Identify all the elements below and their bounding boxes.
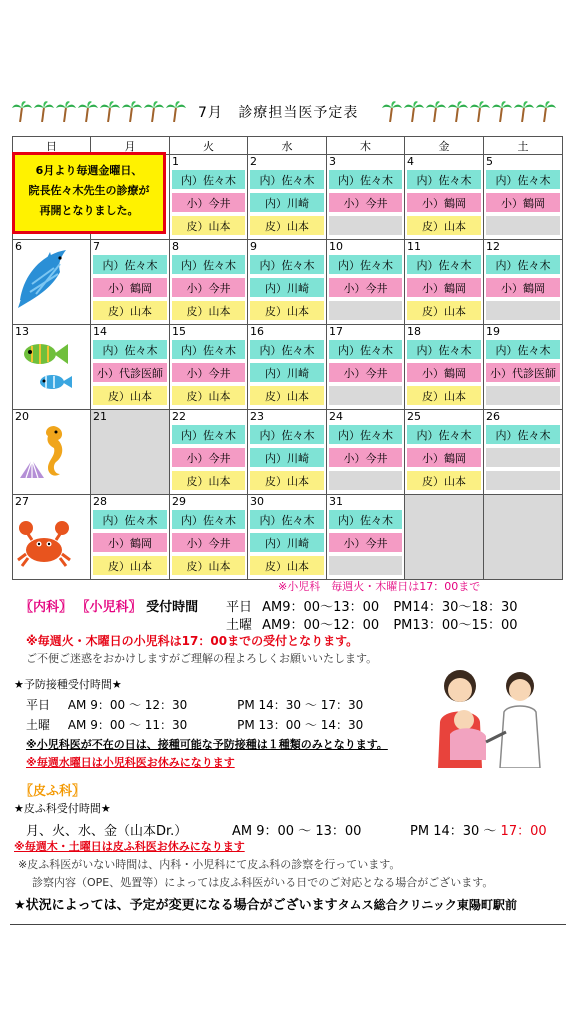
saturday-am-hours: AM9：00～12：00 — [262, 618, 380, 633]
day-cell — [248, 240, 327, 325]
day-number: 19 — [486, 325, 500, 338]
notice-line: 院長佐々木先生の診療が — [28, 184, 150, 197]
day-cell — [327, 495, 405, 580]
doctor-shift: 内）佐々木 — [406, 424, 482, 445]
doctor-shift: 内）佐々木 — [92, 254, 168, 275]
palm-tree-icon — [56, 100, 76, 122]
day-number: 1 — [172, 155, 179, 168]
palm-tree-icon — [122, 100, 142, 122]
doctor-shift: 小）鶴岡 — [406, 362, 482, 383]
day-cell — [170, 410, 248, 495]
divider — [10, 924, 566, 925]
doctor-shift: 内）佐々木 — [171, 509, 246, 530]
weekday-header: 土 — [484, 137, 563, 155]
vaccine-saturday-pm: PM 13：00 ～ 14：30 — [237, 718, 364, 732]
doctor-shift: 内）佐々木 — [406, 254, 482, 275]
doctor-shift: 皮）山本 — [92, 300, 168, 321]
doctor-shift — [328, 300, 403, 321]
day-cell — [405, 240, 484, 325]
day-number: 11 — [407, 240, 421, 253]
day-number: 13 — [15, 325, 29, 338]
day-cell — [91, 240, 170, 325]
notice-line: 6月より毎週金曜日、 — [35, 164, 143, 177]
doctor-shift: 内）佐々木 — [328, 509, 403, 530]
doctor-shift: 内）川崎 — [249, 192, 325, 213]
doctor-shift: 内）佐々木 — [485, 169, 561, 190]
palm-tree-decoration-left — [12, 100, 188, 122]
doctor-shift — [485, 447, 561, 468]
doctor-shift: 小）今井 — [328, 277, 403, 298]
doctor-shift — [328, 470, 403, 491]
day-cell — [91, 325, 170, 410]
derm-closed-note: ※毎週木・土曜日は皮ふ科医お休みになります — [14, 840, 245, 853]
doctor-shift: 内）佐々木 — [485, 424, 561, 445]
day-cell — [484, 495, 563, 580]
day-number: 28 — [93, 495, 107, 508]
day-number: 8 — [172, 240, 179, 253]
doctor-shift: 小）今井 — [171, 362, 246, 383]
doctor-shift — [328, 385, 403, 406]
doctor-shift — [485, 385, 561, 406]
day-number: 20 — [15, 410, 29, 423]
day-cell — [405, 495, 484, 580]
saturday-label: 土曜 — [226, 618, 253, 633]
doctor-shift: 内）川崎 — [249, 362, 325, 383]
day-number: 17 — [329, 325, 343, 338]
saturday-pm-hours: PM13：00～15：00 — [393, 618, 518, 633]
doctor-shift: 内）佐々木 — [249, 339, 325, 360]
naika-heading — [20, 596, 198, 615]
doctor-shift: 小）鶴岡 — [406, 192, 482, 213]
title-text: 診療担当医予定表 — [238, 105, 359, 121]
palm-tree-icon — [492, 100, 512, 122]
doctor-shift: 皮）山本 — [249, 470, 325, 491]
palm-tree-icon — [166, 100, 186, 122]
pediatrics-label: 〖小児科〗 — [76, 600, 142, 615]
day-number: 22 — [172, 410, 186, 423]
palm-tree-icon — [78, 100, 98, 122]
derm-pm-end: 17：00 — [500, 824, 547, 839]
saturday-hours — [226, 614, 518, 633]
derm-heading: 〖皮ふ科〗 — [20, 784, 86, 799]
palm-tree-icon — [404, 100, 424, 122]
doctor-shift: 小）鶴岡 — [485, 192, 561, 213]
vaccine-saturday-row — [26, 716, 363, 733]
doctor-shift: 内）佐々木 — [328, 339, 403, 360]
day-cell — [91, 495, 170, 580]
doctor-shift: 小）今井 — [171, 532, 246, 553]
doctor-shift — [485, 300, 561, 321]
seahorse-shell-illustration — [14, 420, 74, 486]
weekday-pm-hours: PM14：30～18：30 — [393, 600, 518, 615]
weekday-header: 日 — [13, 137, 91, 155]
palm-tree-icon — [12, 100, 32, 122]
doctor-shift: 皮）山本 — [92, 385, 168, 406]
doctor-shift: 内）佐々木 — [485, 254, 561, 275]
palm-tree-icon — [34, 100, 54, 122]
day-number: 24 — [329, 410, 343, 423]
doctor-shift — [328, 215, 403, 236]
derm-subheading: ★皮ふ科受付時間★ — [14, 802, 111, 815]
vaccination-illustration — [420, 664, 560, 768]
doctor-shift: 内）佐々木 — [171, 254, 246, 275]
doctor-shift: 皮）山本 — [406, 470, 482, 491]
doctor-shift — [485, 470, 561, 491]
day-number: 9 — [250, 240, 257, 253]
derm-pm-start: PM 14：30 ～ — [410, 824, 497, 839]
weekday-header: 月 — [91, 137, 170, 155]
vaccine-weekday-am: AM 9：00 ～ 12：30 — [67, 698, 188, 712]
doctor-shift: 内）佐々木 — [249, 169, 325, 190]
header-row — [12, 96, 564, 126]
weekday-header: 火 — [170, 137, 248, 155]
doctor-shift: 皮）山本 — [171, 215, 246, 236]
derm-pm-hours — [410, 820, 547, 839]
pediatrics-wednesday-note: ※毎週水曜日は小児科医お休みになります — [26, 756, 235, 769]
doctor-shift — [328, 555, 403, 576]
doctor-shift: 内）佐々木 — [485, 339, 561, 360]
day-number: 14 — [93, 325, 107, 338]
vaccine-note: ※小児科医が不在の日は、接種可能な予防接種は１種類のみとなります。 — [26, 738, 388, 751]
week-row — [13, 240, 563, 325]
palm-tree-icon — [448, 100, 468, 122]
doctor-shift: 小）代診医師 — [92, 362, 168, 383]
vaccine-heading: ★予防接種受付時間★ — [14, 678, 122, 691]
weekday-am-hours: AM9：00～13：00 — [262, 600, 380, 615]
palm-tree-icon — [382, 100, 402, 122]
doctor-shift: 皮）山本 — [92, 555, 168, 576]
palm-tree-icon — [536, 100, 556, 122]
doctor-shift: 内）佐々木 — [171, 339, 246, 360]
day-number: 16 — [250, 325, 264, 338]
doctor-shift: 皮）山本 — [171, 300, 246, 321]
day-number: 5 — [486, 155, 493, 168]
doctor-shift: 皮）山本 — [406, 215, 482, 236]
day-number: 29 — [172, 495, 186, 508]
doctor-shift: 小）今井 — [328, 532, 403, 553]
day-number: 21 — [93, 410, 107, 423]
day-cell — [327, 240, 405, 325]
doctor-shift: 皮）山本 — [249, 385, 325, 406]
day-number: 6 — [15, 240, 22, 253]
day-cell — [405, 325, 484, 410]
doctor-shift: 小）今井 — [171, 277, 246, 298]
day-cell — [405, 155, 484, 240]
doctor-shift: 小）今井 — [328, 362, 403, 383]
reception-hours-label: 受付時間 — [146, 600, 199, 615]
palm-tree-decoration-right — [382, 100, 558, 122]
doctor-shift: 小）鶴岡 — [406, 277, 482, 298]
day-number: 2 — [250, 155, 257, 168]
derm-note-1: ※皮ふ科医がいない時間は、内科・小児科にて皮ふ科の診察を行っています。 — [18, 858, 401, 871]
vaccine-weekday-pm: PM 14：30 ～ 17：30 — [237, 698, 364, 712]
day-number: 10 — [329, 240, 343, 253]
apology-text: ご不便ご迷惑をおかけしますがご理解の程よろしくお願いいたします。 — [26, 652, 378, 665]
doctor-shift: 小）今井 — [328, 192, 403, 213]
doctor-shift: 小）鶴岡 — [92, 277, 168, 298]
weekday-header: 金 — [405, 137, 484, 155]
day-cell — [170, 325, 248, 410]
palm-tree-icon — [514, 100, 534, 122]
doctor-shift: 内）佐々木 — [249, 424, 325, 445]
doctor-shift: 皮）山本 — [171, 470, 246, 491]
day-cell — [170, 155, 248, 240]
derm-am-hours: AM 9：00 ～ 13：00 — [232, 824, 362, 839]
day-cell — [91, 410, 170, 495]
internal-medicine-label: 〖内科〗 — [20, 600, 73, 615]
doctor-shift: 皮）山本 — [249, 555, 325, 576]
day-cell — [327, 155, 405, 240]
palm-tree-icon — [426, 100, 446, 122]
palm-tree-icon — [100, 100, 120, 122]
doctor-shift: 内）川崎 — [249, 532, 325, 553]
doctor-shift: 小）鶴岡 — [92, 532, 168, 553]
day-cell — [327, 410, 405, 495]
day-number: 15 — [172, 325, 186, 338]
doctor-shift: 内）佐々木 — [171, 169, 246, 190]
day-cell — [248, 410, 327, 495]
doctor-shift: 小）鶴岡 — [406, 447, 482, 468]
day-number: 30 — [250, 495, 264, 508]
palm-tree-icon — [144, 100, 164, 122]
palm-tree-icon — [470, 100, 490, 122]
doctor-shift: 内）佐々木 — [171, 424, 246, 445]
doctor-shift: 内）佐々木 — [249, 254, 325, 275]
day-cell — [248, 495, 327, 580]
title-month: 7月 — [198, 105, 223, 121]
doctor-shift: 皮）山本 — [406, 385, 482, 406]
doctor-shift: 内）佐々木 — [328, 254, 403, 275]
day-cell — [484, 325, 563, 410]
page-title — [198, 102, 368, 122]
day-cell — [170, 240, 248, 325]
doctor-shift: 皮）山本 — [171, 385, 246, 406]
vaccine-weekday-row — [26, 696, 363, 713]
week-row — [13, 495, 563, 580]
day-number: 7 — [93, 240, 100, 253]
doctor-shift: 内）佐々木 — [328, 424, 403, 445]
day-number: 27 — [15, 495, 29, 508]
crab-illustration — [14, 506, 74, 572]
doctor-shift: 皮）山本 — [171, 555, 246, 576]
day-number — [484, 495, 562, 508]
doctor-shift: 内）川崎 — [249, 447, 325, 468]
weekday-hours — [226, 596, 518, 615]
weekday-header: 水 — [248, 137, 327, 155]
footer-line — [14, 894, 517, 913]
derm-note-2: 診察内容（OPE、処置等）によっては皮ふ科医がいる日でのご対応となる場合がございます。 — [32, 876, 494, 889]
day-number: 3 — [329, 155, 336, 168]
vaccine-saturday-am: AM 9：00 ～ 11：30 — [67, 718, 188, 732]
doctor-shift: 内）佐々木 — [249, 509, 325, 530]
doctor-shift: 内）佐々木 — [92, 339, 168, 360]
day-cell — [484, 410, 563, 495]
doctor-shift: 小）今井 — [328, 447, 403, 468]
doctor-shift: 小）鶴岡 — [485, 277, 561, 298]
day-number: 25 — [407, 410, 421, 423]
fish-illustration — [14, 336, 74, 402]
vaccine-saturday-label: 土曜 — [26, 718, 51, 732]
day-cell — [327, 325, 405, 410]
doctor-shift: 皮）山本 — [249, 300, 325, 321]
clinic-name: タムス総合クリニック東陽町駅前 — [337, 898, 517, 912]
weekday-label: 平日 — [226, 600, 253, 615]
doctor-shift: 皮）山本 — [249, 215, 325, 236]
doctor-shift: 小）今井 — [171, 192, 246, 213]
doctor-shift: 小）代診医師 — [485, 362, 561, 383]
notice-line: 再開となりました。 — [39, 204, 139, 217]
day-number: 23 — [250, 410, 264, 423]
weekday-header: 木 — [327, 137, 405, 155]
pediatrics-note: ※小児科 毎週火・木曜日は17：00まで — [278, 580, 481, 593]
week-row — [13, 325, 563, 410]
pediatrics-red-note: ※毎週火・木曜日の小児科は17：00までの受付となります。 — [26, 634, 359, 648]
day-number: 4 — [407, 155, 414, 168]
day-number: 31 — [329, 495, 343, 508]
derm-days: 月、火、水、金（山本Dr.） — [26, 824, 188, 839]
doctor-shift: 内）佐々木 — [406, 169, 482, 190]
day-cell — [484, 155, 563, 240]
week-row — [13, 410, 563, 495]
notice-box — [12, 152, 166, 234]
doctor-shift: 小）今井 — [171, 447, 246, 468]
footer-disclaimer: ★状況によっては、予定が変更になる場合がございます — [14, 898, 338, 913]
day-cell — [405, 410, 484, 495]
doctor-shift: 内）佐々木 — [406, 339, 482, 360]
doctor-shift — [485, 215, 561, 236]
dolphin-illustration — [14, 244, 74, 310]
day-cell — [248, 325, 327, 410]
doctor-shift: 内）川崎 — [249, 277, 325, 298]
day-number — [405, 495, 483, 508]
day-cell — [484, 240, 563, 325]
doctor-shift: 内）佐々木 — [328, 169, 403, 190]
doctor-shift: 皮）山本 — [406, 300, 482, 321]
day-number: 26 — [486, 410, 500, 423]
vaccine-weekday-label: 平日 — [26, 698, 51, 712]
day-cell — [170, 495, 248, 580]
day-number: 12 — [486, 240, 500, 253]
doctor-shift: 内）佐々木 — [92, 509, 168, 530]
day-number: 18 — [407, 325, 421, 338]
day-cell — [248, 155, 327, 240]
